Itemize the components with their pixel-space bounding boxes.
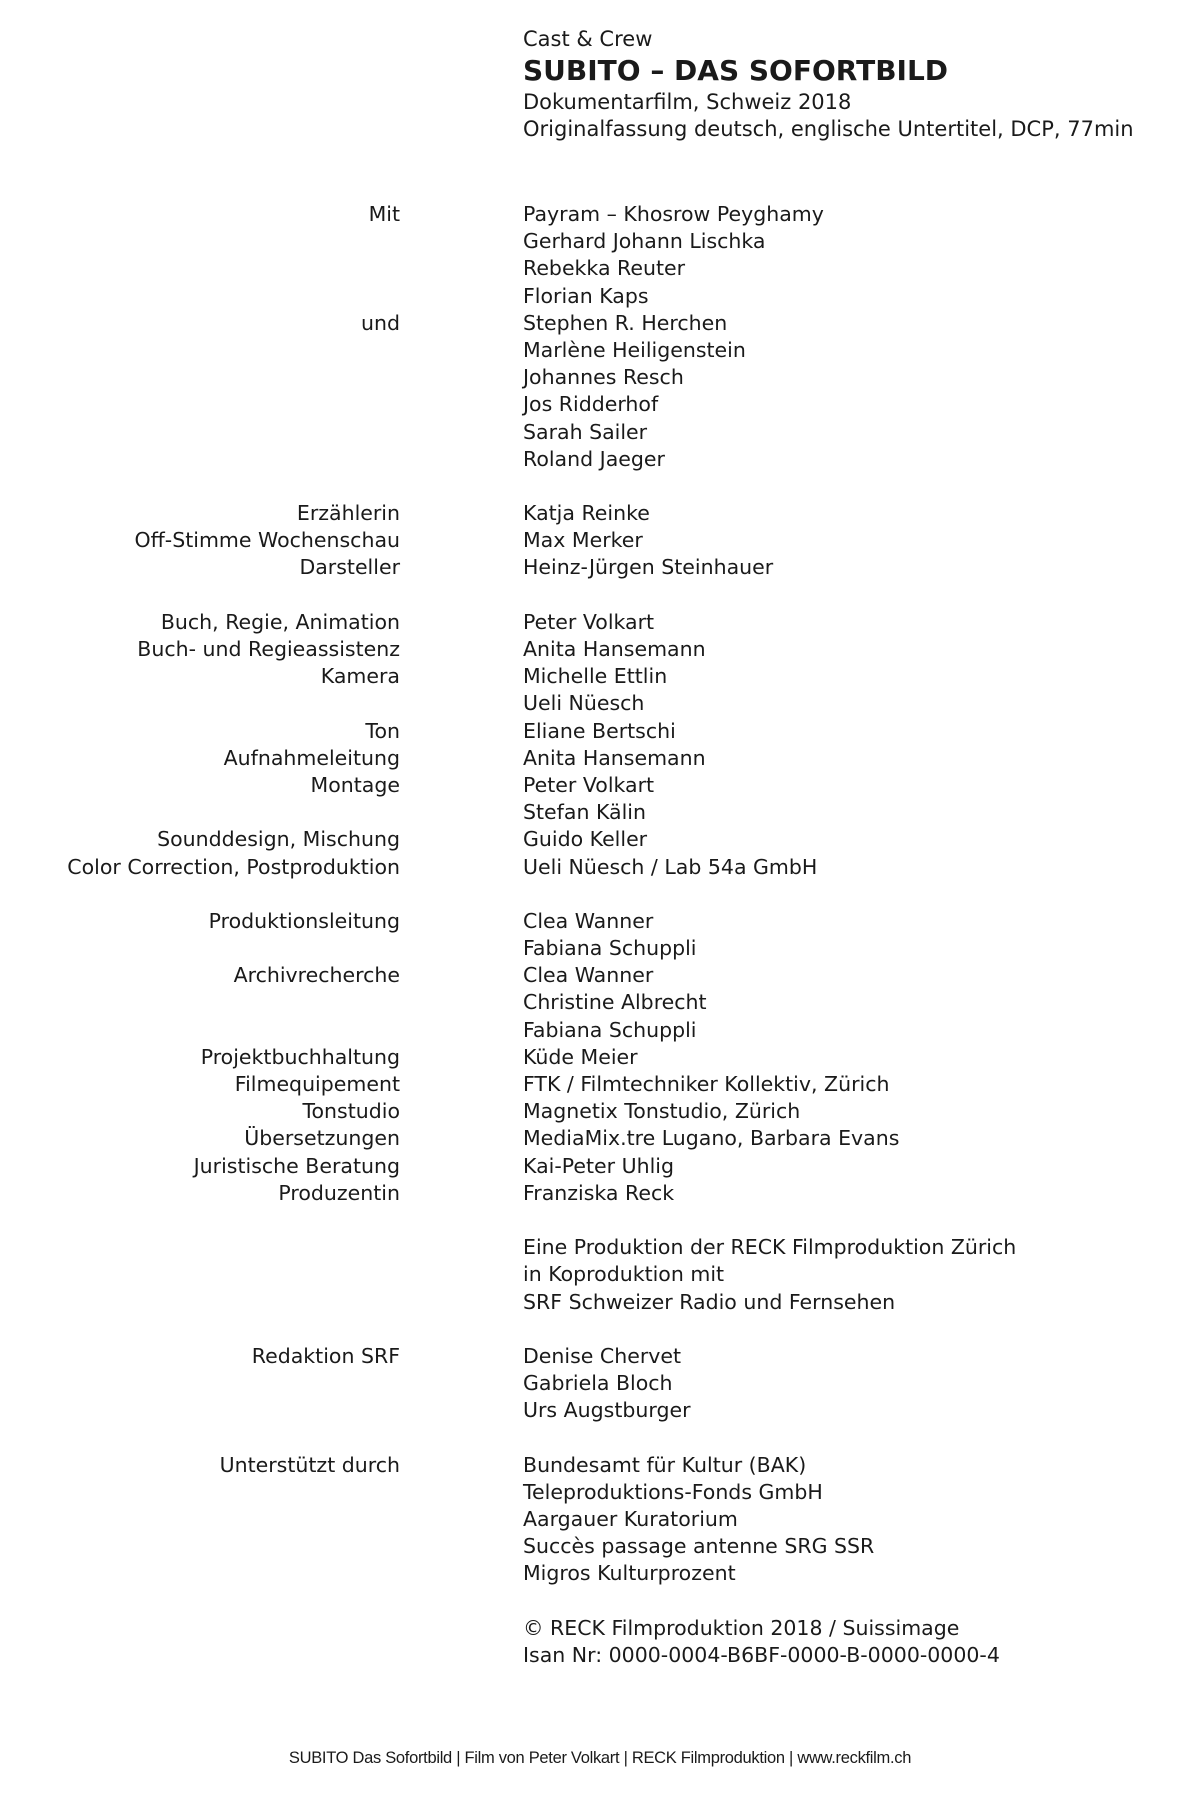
credit-row xyxy=(0,228,1200,255)
credit-row xyxy=(0,419,1200,446)
credit-row xyxy=(0,1533,1200,1560)
credit-role xyxy=(0,1234,523,1261)
credit-name: Aargauer Kuratorium xyxy=(523,1507,738,1531)
credit-name: Fabiana Schuppli xyxy=(523,936,697,961)
credit-role xyxy=(0,1017,523,1044)
credit-role xyxy=(0,1479,523,1506)
film-format: Originalfassung deutsch, englische Untertitel, DCP, 77min xyxy=(523,117,1134,141)
credit-role xyxy=(0,364,523,391)
credit-row xyxy=(0,1343,1200,1370)
credit-role xyxy=(0,419,523,446)
credit-role: Sounddesign, Mischung xyxy=(157,827,400,852)
credit-row xyxy=(0,554,1200,581)
credit-role xyxy=(0,1615,523,1642)
credit-name: Peter Volkart xyxy=(523,772,655,797)
credit-name: Stefan Kälin xyxy=(523,800,646,825)
credit-name: Gabriela Bloch xyxy=(523,1371,673,1396)
credit-row xyxy=(0,1071,1200,1098)
credit-role: Unterstützt durch xyxy=(219,1452,400,1477)
credit-role xyxy=(0,283,523,310)
credit-role xyxy=(0,1397,523,1424)
credit-name: Roland Jaeger xyxy=(523,446,665,471)
credit-name: Kai-Peter Uhlig xyxy=(523,1153,674,1178)
credit-row xyxy=(0,1098,1200,1125)
credit-role xyxy=(0,1261,523,1288)
credit-name: Urs Augstburger xyxy=(523,1398,691,1423)
credit-row xyxy=(0,772,1200,799)
credit-name: Marlène Heiligenstein xyxy=(523,337,746,362)
credit-role: Filmequipement xyxy=(234,1072,400,1096)
credit-row xyxy=(0,663,1200,690)
credit-role: Aufnahmeleitung xyxy=(223,745,400,770)
credit-name: Florian Kaps xyxy=(523,283,649,308)
credit-name: Heinz-Jürgen Steinhauer xyxy=(523,555,774,580)
credit-name: Katja Reinke xyxy=(523,501,650,526)
credit-row xyxy=(0,1397,1200,1424)
credit-name: Christine Albrecht xyxy=(523,990,707,1015)
credit-name: Anita Hansemann xyxy=(523,745,706,770)
credit-role: Tonstudio xyxy=(302,1099,400,1124)
credit-name: SRF Schweizer Radio und Fernsehen xyxy=(523,1289,896,1314)
credit-row xyxy=(0,527,1200,554)
credit-name: Johannes Resch xyxy=(523,365,684,390)
credit-name: Peter Volkart xyxy=(523,609,655,634)
credit-name: Anita Hansemann xyxy=(523,637,706,661)
credit-name: Magnetix Tonstudio, Zürich xyxy=(523,1099,801,1124)
credit-role: Kamera xyxy=(320,664,400,689)
credit-name: FTK / Filmtechniker Kollektiv, Zürich xyxy=(523,1072,890,1096)
credit-name: Bundesamt für Kultur (BAK) xyxy=(523,1452,807,1477)
credit-role: Montage xyxy=(310,772,400,797)
credit-spacer xyxy=(0,1588,1200,1615)
credit-name: Denise Chervet xyxy=(523,1343,682,1368)
credit-name: Teleproduktions-Fonds GmbH xyxy=(523,1479,823,1504)
credit-row xyxy=(0,1044,1200,1071)
credit-role xyxy=(0,690,523,717)
credit-name: Eliane Bertschi xyxy=(523,718,676,743)
credit-name: Isan Nr: 0000-0004-B6BF-0000-B-0000-0000-4 xyxy=(523,1642,1000,1667)
credit-row xyxy=(0,310,1200,337)
credit-row xyxy=(0,1642,1200,1669)
credit-row xyxy=(0,989,1200,1016)
page-footer: SUBITO Das Sofortbild | Film von Peter Volkart | RECK Filmproduktion | www.reckfilm.ch xyxy=(288,1749,912,1767)
credit-row xyxy=(0,337,1200,364)
credit-name: Payram – Khosrow Peyghamy xyxy=(523,202,824,226)
credit-name: Clea Wanner xyxy=(523,963,654,988)
credit-name: © RECK Filmproduktion 2018 / Suissimage xyxy=(523,1615,960,1640)
credit-role xyxy=(0,1533,523,1560)
credit-role: Off-Stimme Wochenschau xyxy=(134,528,400,553)
credit-row xyxy=(0,1017,1200,1044)
credit-row xyxy=(0,1479,1200,1506)
credit-row xyxy=(0,201,1200,228)
credit-row xyxy=(0,908,1200,935)
credit-name: Ueli Nüesch / Lab 54a GmbH xyxy=(523,854,818,879)
credit-row xyxy=(0,500,1200,527)
credit-role: Übersetzungen xyxy=(244,1126,400,1151)
credits-list xyxy=(0,201,1200,1669)
credit-row xyxy=(0,1289,1200,1316)
credit-spacer xyxy=(0,1424,1200,1451)
section-label: Cast & Crew xyxy=(523,27,653,51)
credit-row xyxy=(0,1560,1200,1587)
credit-name: Eine Produktion der RECK Filmproduktion Zürich xyxy=(523,1235,1017,1260)
credit-role: Projektbuchhaltung xyxy=(200,1044,400,1069)
credit-role: Produktionsleitung xyxy=(208,908,400,933)
credit-role: Archivrecherche xyxy=(233,963,400,988)
credit-name: Stephen R. Herchen xyxy=(523,310,728,335)
credit-name: Jos Ridderhof xyxy=(523,392,659,417)
credit-row xyxy=(0,690,1200,717)
credit-row xyxy=(0,255,1200,282)
credit-spacer xyxy=(0,473,1200,500)
credit-role: Buch- und Regieassistenz xyxy=(137,637,400,661)
credit-role: Buch, Regie, Animation xyxy=(160,609,400,634)
credit-name: Sarah Sailer xyxy=(523,419,648,444)
credit-row xyxy=(0,1234,1200,1261)
credit-row xyxy=(0,1153,1200,1180)
credit-role xyxy=(0,228,523,255)
credit-role xyxy=(0,1506,523,1533)
credit-row xyxy=(0,1452,1200,1479)
credit-name: Franziska Reck xyxy=(523,1180,675,1205)
credit-role: Produzentin xyxy=(278,1180,400,1205)
credit-role xyxy=(0,337,523,364)
credit-name: MediaMix.tre Lugano, Barbara Evans xyxy=(523,1126,900,1151)
credit-row xyxy=(0,745,1200,772)
credit-row xyxy=(0,1370,1200,1397)
credit-name: Clea Wanner xyxy=(523,908,654,933)
film-title: SUBITO – DAS SOFORTBILD xyxy=(523,54,949,87)
credit-role: Ton xyxy=(365,718,400,743)
credit-row xyxy=(0,854,1200,881)
credit-spacer xyxy=(0,1316,1200,1343)
credit-role: Darsteller xyxy=(299,555,400,580)
credit-row xyxy=(0,364,1200,391)
credit-role: Juristische Beratung xyxy=(193,1153,400,1178)
credit-role: Erzählerin xyxy=(296,501,400,526)
credit-name: in Koproduktion mit xyxy=(523,1262,725,1287)
film-genre: Dokumentarfilm, Schweiz 2018 xyxy=(523,90,852,114)
credit-role xyxy=(0,1370,523,1397)
credit-role xyxy=(0,1642,523,1669)
credit-row xyxy=(0,446,1200,473)
credit-role: Mit xyxy=(368,202,400,226)
credit-row xyxy=(0,1261,1200,1288)
credit-name: Migros Kulturprozent xyxy=(523,1561,736,1586)
credit-role: Color Correction, Postproduktion xyxy=(67,854,400,879)
credit-row xyxy=(0,1180,1200,1207)
credit-role xyxy=(0,255,523,282)
credit-row xyxy=(0,391,1200,418)
credit-row xyxy=(0,718,1200,745)
credit-row xyxy=(0,935,1200,962)
credit-role xyxy=(0,935,523,962)
credit-name: Guido Keller xyxy=(523,827,648,852)
credit-row xyxy=(0,1125,1200,1152)
credit-row xyxy=(0,1506,1200,1533)
credit-name: Succès passage antenne SRG SSR xyxy=(523,1534,875,1559)
credit-spacer xyxy=(0,1207,1200,1234)
credit-row xyxy=(0,826,1200,853)
credit-row xyxy=(0,609,1200,636)
credit-role xyxy=(0,391,523,418)
credit-spacer xyxy=(0,582,1200,609)
credit-row xyxy=(0,636,1200,663)
credit-name: Gerhard Johann Lischka xyxy=(523,229,766,254)
page-header xyxy=(523,26,1134,143)
credit-role xyxy=(0,989,523,1016)
credit-role xyxy=(0,1289,523,1316)
credit-role: und xyxy=(361,310,400,335)
credit-role xyxy=(0,799,523,826)
credit-name: Fabiana Schuppli xyxy=(523,1017,697,1042)
credit-role: Redaktion SRF xyxy=(251,1343,400,1368)
credit-name: Ueli Nüesch xyxy=(523,691,645,716)
credit-name: Michelle Ettlin xyxy=(523,664,668,689)
credit-name: Max Merker xyxy=(523,528,643,553)
credit-role xyxy=(0,1560,523,1587)
credit-name: Küde Meier xyxy=(523,1044,638,1069)
credit-row xyxy=(0,283,1200,310)
credit-row xyxy=(0,962,1200,989)
credit-spacer xyxy=(0,881,1200,908)
credit-role xyxy=(0,446,523,473)
credit-row xyxy=(0,799,1200,826)
credit-row xyxy=(0,1615,1200,1642)
credit-name: Rebekka Reuter xyxy=(523,256,686,281)
